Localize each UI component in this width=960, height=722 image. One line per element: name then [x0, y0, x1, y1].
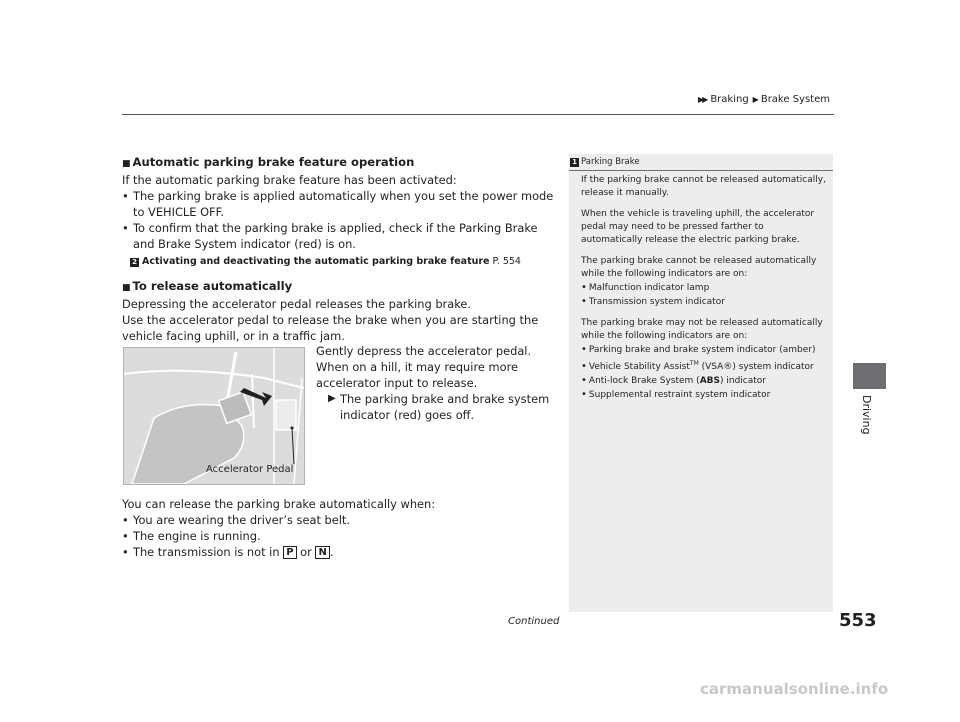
main-content [122, 154, 562, 344]
sidebar-list-item: • Transmission system indicator [581, 297, 725, 307]
instruction-step: Gently depress the accelerator pedal. [316, 344, 532, 358]
instruction-note: When on a hill, it may require more accelerator input to release. [316, 360, 519, 390]
section-tab-label [851, 395, 887, 475]
result-arrow-icon: ▶ [328, 393, 336, 404]
sidebar-list-item: • Parking brake and brake system indicator (amber) [581, 345, 816, 355]
figure-label: Accelerator Pedal [206, 464, 294, 475]
continued-label: Continued [508, 616, 560, 627]
release-text: Depressing the accelerator pedal releases the parking brake. [122, 297, 472, 311]
sidebar-list-item: • Anti-lock Brake System (ABS) indicator [581, 376, 766, 386]
release-conditions [122, 496, 562, 560]
list-item: • To confirm that the parking brake is applied, check if the Parking Brake and Brake System indicator (red) is on. [122, 220, 562, 252]
sidebar-body [581, 174, 827, 402]
intro-text: If the automatic parking brake feature has been activated: [122, 173, 457, 187]
subsection-heading [122, 278, 562, 296]
gear-key-n: N [315, 546, 329, 559]
release-text: Use the accelerator pedal to release the brake when you are starting the vehicle facing uphill, or in a traffic jam. [122, 313, 539, 343]
page-number: 553 [839, 610, 877, 631]
sidebar-title: 1 Parking Brake [569, 154, 833, 171]
breadcrumb-arrow-icon: ▶▶ [698, 95, 707, 104]
breadcrumb-arrow-icon: ▶ [752, 95, 757, 104]
sidebar-list-item: • Malfunction indicator lamp [581, 283, 709, 293]
sidebar-paragraph: The parking brake may not be released automatically while the following indicators are on: • Parking brake and brake system indicator (amber) • Vehicle Stability Assist™ (VSA®) system indicator • Anti-lock Brake System (ABS) indicator • Supplemental restraint system indicator [581, 317, 827, 402]
sidebar-paragraph: The parking brake cannot be released automatically while the following indicators are on: • Malfunction indicator lamp • Transmission system indicator [581, 255, 827, 309]
section-tab-marker [853, 363, 886, 389]
release-instructions [316, 343, 556, 423]
instruction-result: ▶ The parking brake and brake system indicator (red) goes off. [328, 392, 550, 422]
breadcrumb-item-braking[interactable]: Braking [710, 94, 749, 105]
sidebar-paragraph: If the parking brake cannot be released automatically, release it manually. [581, 175, 826, 198]
section-heading [122, 154, 562, 172]
list-item: • The engine is running. [122, 528, 562, 544]
square-bullet-icon: ■ [122, 283, 131, 293]
square-bullet-icon: ■ [122, 159, 131, 169]
subsection-heading-text: To release automatically [132, 279, 293, 293]
cross-reference-text: Activating and deactivating the automatic parking brake feature [142, 256, 490, 267]
watermark: carmanualsonline.info [700, 680, 889, 698]
sidebar-list-item: • Vehicle Stability Assist™ (VSA®) system indicator [581, 362, 814, 372]
list-item: • You are wearing the driver’s seat belt. [122, 512, 562, 528]
conditions-intro: You can release the parking brake automatically when: [122, 497, 436, 511]
breadcrumb-item-brake-system[interactable]: Brake System [760, 94, 830, 105]
section-tab-text: Driving [860, 395, 873, 435]
gear-key-p: P [283, 546, 296, 559]
section-heading-text: Automatic parking brake feature operation [132, 155, 415, 169]
sidebar-note [569, 154, 833, 612]
note-icon: 1 [570, 158, 579, 167]
header-divider [122, 114, 834, 115]
list-item: • The transmission is not in P or N . [122, 544, 562, 560]
cross-reference-page: P. 554 [492, 256, 521, 267]
list-item: • The parking brake is applied automatically when you set the power mode to VEHICLE OFF. [122, 188, 562, 220]
cross-reference-link[interactable] [122, 254, 562, 270]
sidebar-list-item: • Supplemental restraint system indicator [581, 390, 770, 400]
reference-arrow-icon: 2 [130, 258, 139, 267]
breadcrumb [698, 94, 830, 105]
sidebar-paragraph: When the vehicle is traveling uphill, the accelerator pedal may need to be pressed farther to automatically release the electric parking brake. [581, 209, 815, 245]
